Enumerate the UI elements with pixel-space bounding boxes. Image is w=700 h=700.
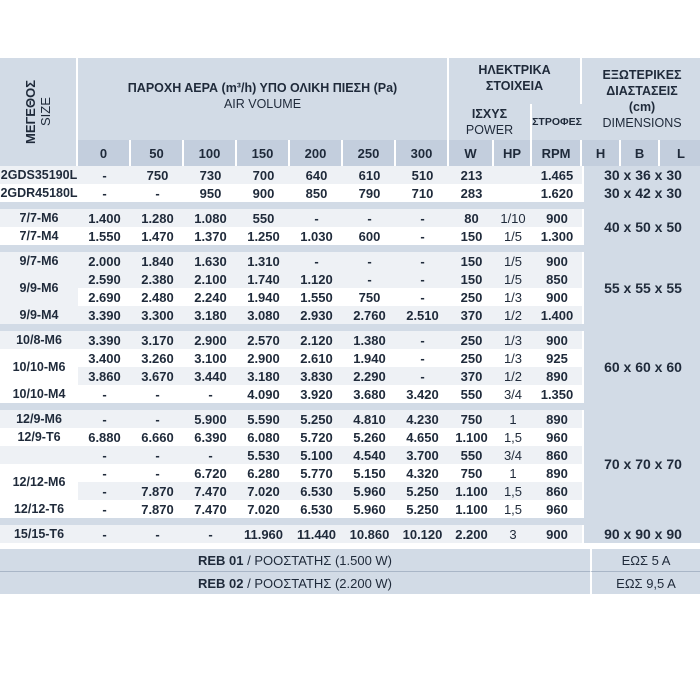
air-volume-cell: 3.670: [131, 367, 184, 385]
air-volume-cell: 1.030: [290, 227, 343, 245]
air-volume-cell: 4.650: [396, 428, 449, 446]
rpm-cell: 960: [532, 428, 582, 446]
air-volume-cell: 2.000: [78, 252, 131, 270]
air-volume-cell: 5.900: [184, 410, 237, 428]
air-volume-cell: 5.250: [396, 500, 449, 518]
pressure-150: 150: [237, 140, 290, 166]
air-volume-cell: 4.320: [396, 464, 449, 482]
air-volume-cell: -: [131, 385, 184, 403]
table-row: [0, 184, 700, 202]
reb01-label: [0, 549, 590, 571]
air-volume-cell: -: [78, 464, 131, 482]
air-volume-cell: -: [290, 209, 343, 227]
group-separator: [0, 202, 700, 209]
air-volume-cell: 11.960: [237, 525, 290, 543]
air-volume-cell: -: [78, 500, 131, 518]
size-header: [0, 58, 78, 166]
table-row: [0, 252, 700, 270]
row-size: 9/7-M6: [0, 252, 78, 270]
header-row-units: [0, 140, 700, 166]
air-volume-cell: 3.180: [184, 306, 237, 324]
pressure-100: 100: [184, 140, 237, 166]
air-volume-cell: -: [343, 209, 396, 227]
air-volume-cell: 2.480: [131, 288, 184, 306]
air-volume-cell: -: [396, 252, 449, 270]
air-volume-cell: -: [396, 209, 449, 227]
dimensions-cell: 30 x 36 x 30: [582, 166, 700, 184]
dimensions-cell: 30 x 42 x 30: [582, 184, 700, 202]
dimensions-cell: 90 x 90 x 90: [582, 525, 700, 543]
air-volume-cell: 5.960: [343, 500, 396, 518]
row-size: 10/10-M4: [0, 385, 78, 403]
air-volume-cell: 1.280: [131, 209, 184, 227]
separator-cell: [0, 403, 700, 410]
air-volume-cell: -: [343, 252, 396, 270]
power-hp-cell: 1/2: [494, 367, 532, 385]
air-volume-cell: -: [131, 525, 184, 543]
air-volume-cell: 600: [343, 227, 396, 245]
power-hp-cell: 1/3: [494, 349, 532, 367]
separator-cell: [0, 324, 700, 331]
row-size: 2GDR45180L: [0, 186, 78, 200]
group-separator: [0, 403, 700, 410]
power-hp-cell: 1,5: [494, 500, 532, 518]
air-volume-cell: 610: [343, 166, 396, 184]
dimensions-title-gr: ΕΞΩΤΕΡΙΚΕΣ ΔΙΑΣΤΑΣΕΙΣ: [602, 68, 682, 98]
table-row: [0, 209, 700, 227]
power-w-cell: 550: [449, 385, 494, 403]
air-volume-cell: 1.550: [78, 227, 131, 245]
air-volume-cell: 730: [184, 166, 237, 184]
rpm-cell: 1.620: [532, 184, 582, 202]
air-volume-cell: -: [290, 252, 343, 270]
air-volume-cell: -: [78, 482, 131, 500]
air-volume-cell: 1.940: [237, 288, 290, 306]
air-volume-cell: 750: [131, 166, 184, 184]
power-w-cell: 150: [449, 227, 494, 245]
air-volume-cell: 1.630: [184, 252, 237, 270]
row-size: 12/12-T6: [0, 500, 78, 518]
air-volume-cell: -: [184, 385, 237, 403]
air-volume-cell: 5.590: [237, 410, 290, 428]
rpm-cell: 890: [532, 367, 582, 385]
power-w-cell: 250: [449, 288, 494, 306]
rpm-cell: 960: [532, 500, 582, 518]
row-size: 12/12-M6: [0, 464, 78, 500]
group-separator: [0, 324, 700, 331]
air-volume-cell: 2.100: [184, 270, 237, 288]
rpm-cell: 890: [532, 464, 582, 482]
power-w-cell: 1.100: [449, 482, 494, 500]
air-volume-cell: 550: [237, 209, 290, 227]
reb02-text: / ΡΟΟΣΤΑΤΗΣ (2.200 W): [243, 575, 393, 591]
power-w-cell: 283: [449, 184, 494, 202]
row-size: [0, 446, 78, 464]
row-size: 10/8-M6: [0, 331, 78, 349]
air-volume-cell: 3.440: [184, 367, 237, 385]
air-volume-cell: 700: [237, 166, 290, 184]
power-hp-cell: 1: [494, 464, 532, 482]
air-volume-cell: 1.250: [237, 227, 290, 245]
air-volume-cell: -: [396, 227, 449, 245]
separator-cell: [0, 202, 700, 209]
power-hp-cell: 1/10: [494, 209, 532, 227]
power-hp-cell: 1/5: [494, 227, 532, 245]
row-size: 12/9-M6: [0, 410, 78, 428]
air-volume-cell: 3.180: [237, 367, 290, 385]
air-volume-cell: 2.610: [290, 349, 343, 367]
air-volume-cell: -: [396, 270, 449, 288]
air-volume-cell: 2.900: [237, 349, 290, 367]
air-volume-cell: 1.080: [184, 209, 237, 227]
reb01-value: ΕΩΣ 5 Α: [590, 549, 700, 571]
row-size: 15/15-T6: [0, 525, 78, 543]
air-volume-cell: 2.930: [290, 306, 343, 324]
rpm-cell: 860: [532, 446, 582, 464]
row-size: 2GDS35190L: [0, 168, 78, 182]
rpm-cell: 900: [532, 252, 582, 270]
power-w-cell: 150: [449, 270, 494, 288]
size-header-en: SIZE: [38, 97, 53, 127]
power-w-cell: 750: [449, 410, 494, 428]
table-row: [0, 525, 700, 543]
air-volume-cell: 6.390: [184, 428, 237, 446]
air-volume-cell: 6.880: [78, 428, 131, 446]
air-volume-cell: 1.380: [343, 331, 396, 349]
air-volume-cell: 1.400: [78, 209, 131, 227]
row-size: 12/9-T6: [0, 428, 78, 446]
air-volume-cell: 710: [396, 184, 449, 202]
b-header: B: [621, 140, 660, 166]
reb02-label: [0, 571, 590, 594]
air-volume-cell: 10.120: [396, 525, 449, 543]
pressure-0: 0: [78, 140, 131, 166]
air-volume-cell: -: [78, 525, 131, 543]
air-volume-cell: 2.380: [131, 270, 184, 288]
air-volume-cell: 6.530: [290, 482, 343, 500]
air-volume-cell: -: [131, 464, 184, 482]
air-volume-cell: 2.510: [396, 306, 449, 324]
rpm-cell: 1.300: [532, 227, 582, 245]
power-hp-cell: 1,5: [494, 482, 532, 500]
power-hp-cell: [494, 166, 532, 184]
power-w-cell: 1.100: [449, 428, 494, 446]
power-w-cell: 370: [449, 306, 494, 324]
air-volume-cell: -: [396, 367, 449, 385]
air-volume-cell: 900: [237, 184, 290, 202]
pressure-200: 200: [290, 140, 343, 166]
air-volume-cell: 7.870: [131, 482, 184, 500]
air-volume-cell: 1.120: [290, 270, 343, 288]
power-hp-cell: 3: [494, 525, 532, 543]
power-w-cell: 80: [449, 209, 494, 227]
air-volume-cell: 2.590: [78, 270, 131, 288]
rpm-cell: 900: [532, 331, 582, 349]
rpm-cell: 1.465: [532, 166, 582, 184]
air-volume-cell: -: [396, 349, 449, 367]
footer-row-reb02: [0, 571, 700, 594]
table-row: [0, 331, 700, 349]
air-volume-cell: 5.250: [396, 482, 449, 500]
power-w-cell: 2.200: [449, 525, 494, 543]
pressure-50: 50: [131, 140, 184, 166]
h-header: H: [582, 140, 621, 166]
air-volume-cell: 4.090: [237, 385, 290, 403]
air-volume-cell: 3.170: [131, 331, 184, 349]
air-volume-cell: 2.760: [343, 306, 396, 324]
rpm-cell: 900: [532, 288, 582, 306]
power-hp-cell: 1/5: [494, 252, 532, 270]
table-row: [0, 166, 700, 184]
air-volume-cell: 5.150: [343, 464, 396, 482]
reb01-text: / ΡΟΟΣΤΑΤΗΣ (1.500 W): [243, 552, 393, 568]
air-volume-cell: 4.230: [396, 410, 449, 428]
size-header-gr: ΜΕΓΕΘΟΣ: [23, 79, 38, 144]
electrical-header: ΗΛΕΚΤΡΙΚΑ ΣΤΟΙΧΕΙΑ: [449, 58, 582, 104]
power-hp-cell: 1/3: [494, 288, 532, 306]
dimensions-cell: 70 x 70 x 70: [582, 410, 700, 518]
row-size: 7/7-M6: [0, 209, 78, 227]
table-row: [0, 410, 700, 428]
air-volume-cell: 6.660: [131, 428, 184, 446]
power-hp-cell: 3/4: [494, 446, 532, 464]
air-volume-cell: 2.240: [184, 288, 237, 306]
hp-header: HP: [494, 140, 532, 166]
power-hp-cell: [494, 184, 532, 202]
power-w-cell: 250: [449, 331, 494, 349]
air-volume-cell: 7.870: [131, 500, 184, 518]
reb02-value: ΕΩΣ 9,5 Α: [590, 571, 700, 594]
air-volume-cell: 5.250: [290, 410, 343, 428]
pressure-250: 250: [343, 140, 396, 166]
air-volume-cell: 6.280: [237, 464, 290, 482]
air-volume-cell: -: [184, 525, 237, 543]
air-volume-cell: 750: [343, 288, 396, 306]
air-volume-cell: -: [78, 385, 131, 403]
air-volume-cell: 2.900: [184, 331, 237, 349]
rpm-header-gr: ΣΤΡΟΦΕΣ: [532, 104, 582, 140]
air-volume-title-en: AIR VOLUME: [223, 97, 302, 111]
air-volume-cell: 790: [343, 184, 396, 202]
air-volume-cell: 6.530: [290, 500, 343, 518]
air-volume-cell: 2.570: [237, 331, 290, 349]
air-volume-cell: 5.960: [343, 482, 396, 500]
dimensions-unit: (cm): [628, 100, 656, 114]
w-header: W: [449, 140, 494, 166]
power-hp-cell: 1/2: [494, 306, 532, 324]
dimensions-title-en: DIMENSIONS: [602, 116, 682, 130]
air-volume-cell: -: [78, 166, 131, 184]
power-w-cell: 250: [449, 349, 494, 367]
rpm-cell: 925: [532, 349, 582, 367]
air-volume-cell: -: [78, 184, 131, 202]
reb01-code: REB 01: [197, 552, 244, 568]
air-volume-cell: 6.720: [184, 464, 237, 482]
air-volume-cell: 3.100: [184, 349, 237, 367]
l-header: L: [660, 140, 700, 166]
air-volume-cell: -: [396, 288, 449, 306]
power-w-cell: 750: [449, 464, 494, 482]
air-volume-cell: 7.470: [184, 482, 237, 500]
separator-cell: [0, 245, 700, 252]
air-volume-cell: -: [78, 410, 131, 428]
air-volume-cell: 3.300: [131, 306, 184, 324]
power-hp-cell: 1,5: [494, 428, 532, 446]
dimensions-cell: 40 x 50 x 50: [582, 209, 700, 245]
air-volume-cell: 5.770: [290, 464, 343, 482]
header-row-top: [0, 58, 700, 104]
power-hp-cell: 1/3: [494, 331, 532, 349]
air-volume-cell: 6.080: [237, 428, 290, 446]
air-volume-cell: 1.940: [343, 349, 396, 367]
power-w-cell: 550: [449, 446, 494, 464]
air-volume-cell: 5.260: [343, 428, 396, 446]
power-w-cell: 150: [449, 252, 494, 270]
air-volume-cell: 7.020: [237, 500, 290, 518]
fan-spec-table: [0, 58, 700, 166]
air-volume-cell: 5.720: [290, 428, 343, 446]
air-volume-cell: 3.390: [78, 306, 131, 324]
row-size: 9/9-M6: [0, 270, 78, 306]
air-volume-cell: -: [184, 446, 237, 464]
air-volume-cell: 11.440: [290, 525, 343, 543]
footer-table: [0, 549, 700, 594]
pressure-300: 300: [396, 140, 449, 166]
power-hp-cell: 1/5: [494, 270, 532, 288]
reb02-code: REB 02: [197, 575, 244, 591]
rpm-cell: 860: [532, 482, 582, 500]
footer-row-reb01: [0, 549, 700, 571]
air-volume-cell: 2.690: [78, 288, 131, 306]
rpm-cell: 1.400: [532, 306, 582, 324]
dimensions-cell: 55 x 55 x 55: [582, 252, 700, 324]
air-volume-cell: 5.100: [290, 446, 343, 464]
rpm-cell: 900: [532, 209, 582, 227]
rpm-header: RPM: [532, 140, 582, 166]
power-w-cell: 213: [449, 166, 494, 184]
air-volume-cell: 1.840: [131, 252, 184, 270]
air-volume-cell: 3.400: [78, 349, 131, 367]
air-volume-cell: 5.530: [237, 446, 290, 464]
rpm-cell: 1.350: [532, 385, 582, 403]
group-separator: [0, 245, 700, 252]
rpm-cell: 890: [532, 410, 582, 428]
fan-spec-body: [0, 166, 700, 543]
air-volume-cell: 1.550: [290, 288, 343, 306]
air-volume-cell: -: [131, 410, 184, 428]
air-volume-cell: 3.700: [396, 446, 449, 464]
dimensions-cell: 60 x 60 x 60: [582, 331, 700, 403]
air-volume-cell: 1.470: [131, 227, 184, 245]
air-volume-cell: 3.080: [237, 306, 290, 324]
power-hp-cell: 3/4: [494, 385, 532, 403]
power-w-cell: 1.100: [449, 500, 494, 518]
air-volume-cell: 640: [290, 166, 343, 184]
air-volume-cell: 3.390: [78, 331, 131, 349]
air-volume-cell: 950: [184, 184, 237, 202]
air-volume-cell: 7.470: [184, 500, 237, 518]
air-volume-cell: 1.740: [237, 270, 290, 288]
power-hp-cell: 1: [494, 410, 532, 428]
separator-cell: [0, 518, 700, 525]
rpm-cell: 850: [532, 270, 582, 288]
air-volume-cell: 1.310: [237, 252, 290, 270]
air-volume-cell: 3.420: [396, 385, 449, 403]
air-volume-cell: 510: [396, 166, 449, 184]
air-volume-cell: 4.810: [343, 410, 396, 428]
power-header: [449, 104, 532, 140]
air-volume-cell: 7.020: [237, 482, 290, 500]
air-volume-cell: 2.290: [343, 367, 396, 385]
air-volume-cell: 3.260: [131, 349, 184, 367]
rpm-cell: 900: [532, 525, 582, 543]
row-size: 9/9-M4: [0, 306, 78, 324]
air-volume-cell: 3.830: [290, 367, 343, 385]
air-volume-cell: -: [131, 446, 184, 464]
air-volume-cell: 3.920: [290, 385, 343, 403]
air-volume-cell: -: [343, 270, 396, 288]
air-volume-cell: 850: [290, 184, 343, 202]
air-volume-header: [78, 58, 449, 140]
air-volume-cell: -: [78, 446, 131, 464]
row-size: 10/10-M6: [0, 349, 78, 385]
air-volume-cell: -: [131, 184, 184, 202]
group-separator: [0, 518, 700, 525]
air-volume-cell: -: [396, 331, 449, 349]
spec-table-wrapper: [0, 58, 700, 594]
power-header-en: POWER: [465, 123, 514, 137]
power-w-cell: 370: [449, 367, 494, 385]
air-volume-title-gr: ΠΑΡΟΧΗ ΑΕΡΑ (m³/h) ΥΠΟ ΟΛΙΚΗ ΠΙΕΣΗ (Pa): [127, 81, 398, 95]
air-volume-cell: 10.860: [343, 525, 396, 543]
air-volume-cell: 2.120: [290, 331, 343, 349]
dimensions-header: [582, 58, 700, 140]
row-size: 7/7-M4: [0, 227, 78, 245]
air-volume-cell: 4.540: [343, 446, 396, 464]
power-header-gr: ΙΣΧΥΣ: [471, 107, 508, 121]
air-volume-cell: 3.860: [78, 367, 131, 385]
air-volume-cell: 3.680: [343, 385, 396, 403]
air-volume-cell: 1.370: [184, 227, 237, 245]
